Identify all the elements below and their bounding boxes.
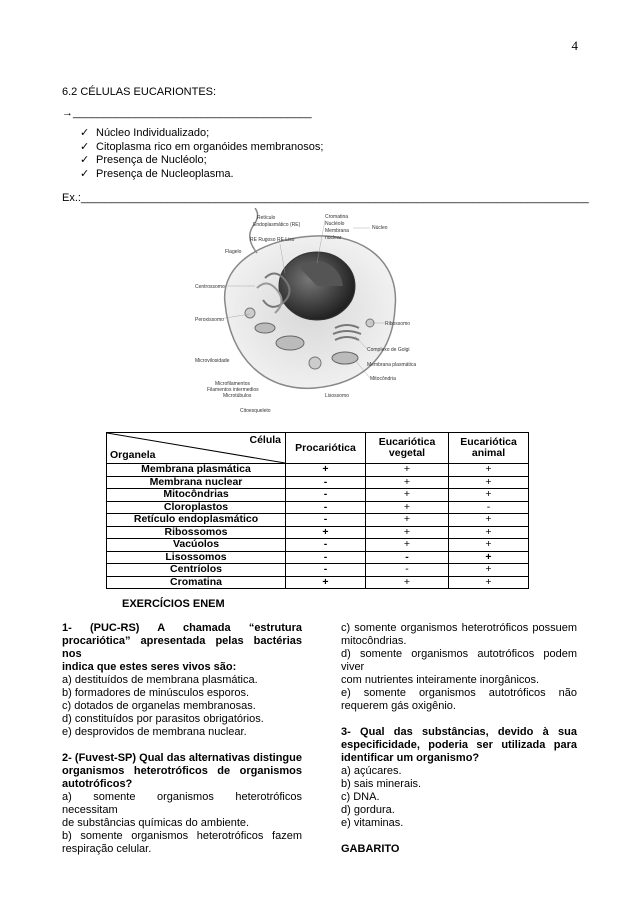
cell-value: - <box>449 501 529 514</box>
organelle-name: Cromatina <box>107 576 286 589</box>
label-lisossomo: Lisossomo <box>325 393 349 399</box>
gabarito-heading: GABARITO <box>341 843 400 855</box>
organelle-name: Vacúolos <box>107 539 286 552</box>
page-number: 4 <box>571 38 578 53</box>
label-re-rugoso-liso: RE Rugoso RE Liso <box>250 237 295 243</box>
label-centrossomo: Centrossomo <box>195 284 225 290</box>
table-row <box>107 551 529 564</box>
label-microtubulos: Microtúbulos <box>223 393 252 399</box>
cell-value: - <box>286 489 366 502</box>
cell-value: + <box>366 576 449 589</box>
q1-option: d) constituídos por parasitos obrigatórios. <box>62 713 264 725</box>
table-row <box>107 514 529 527</box>
organelle-name: Centríolos <box>107 564 286 577</box>
table-row <box>107 539 529 552</box>
check-icon: ✓ <box>80 127 90 139</box>
q2-option: e) somente organismos autotróficos não <box>341 687 577 699</box>
cell-value: + <box>286 526 366 539</box>
q2-stem: organismos heterotróficos de organismos <box>62 765 302 777</box>
label-membrana: Membrana <box>325 228 349 234</box>
q1-stem: 1- (PUC-RS) A chamada “estrutura <box>62 622 302 634</box>
cell-value: - <box>286 501 366 514</box>
checklist-item: ✓ Núcleo Individualizado; <box>80 127 210 139</box>
column-header: Eucariótica animal <box>449 433 529 464</box>
cell-value: + <box>449 489 529 502</box>
table-row <box>107 564 529 577</box>
organelle-name: Membrana nuclear <box>107 476 286 489</box>
cell-value: + <box>366 476 449 489</box>
cell-value: + <box>449 526 529 539</box>
cell-value: + <box>449 476 529 489</box>
table-row <box>107 489 529 502</box>
q3-option: e) vitaminas. <box>341 817 404 829</box>
q2-option: c) somente organismos heterotróficos possuem <box>341 622 577 634</box>
checklist-item: ✓ Citoplasma rico em organóides membranosos; <box>80 140 324 153</box>
organelle-name: Mitocôndrias <box>107 489 286 502</box>
label-mitocondria: Mitocôndria <box>370 376 396 382</box>
label-filamentos: Filamentos intermedios <box>207 387 259 393</box>
cell-value: + <box>286 464 366 477</box>
q1-stem: procariótica” apresentada pelas bactérias nos <box>62 635 302 660</box>
q1-stem: indica que estes seres vivos são: <box>62 661 237 673</box>
q2-option: mitocôndrias. <box>341 635 407 647</box>
column-header: Eucariótica vegetal <box>366 433 449 464</box>
exercises-title: EXERCÍCIOS ENEM <box>122 598 225 610</box>
organelle-name: Ribossomos <box>107 526 286 539</box>
label-golgi: Complexo de Golgi <box>367 347 410 353</box>
q2-stem: autotróficos? <box>62 778 133 790</box>
q3-stem: 3- Qual das substâncias, devido à sua <box>341 726 577 738</box>
example-blank-line: Ex.:___________________________________________________________________________________ <box>62 192 589 204</box>
organelle-name: Lisossomos <box>107 551 286 564</box>
q2-option: requerem gás oxigênio. <box>341 700 456 712</box>
cell-value: - <box>286 564 366 577</box>
q2-option: de substâncias químicas do ambiente. <box>62 817 250 829</box>
label-cromatina: Cromatina <box>325 214 349 220</box>
label-microfilamentos: Microfilamentos <box>215 381 251 387</box>
check-icon: ✓ <box>80 154 90 166</box>
label-ribossomo: Ribossomo <box>385 321 411 327</box>
q3-stem: especificidade, poderia ser utilizada para <box>341 739 577 751</box>
cell-value: - <box>286 514 366 527</box>
cell-value: + <box>366 464 449 477</box>
cell-value: - <box>366 551 449 564</box>
q3-stem: identificar um organismo? <box>341 752 480 764</box>
organelle-name: Membrana plasmática <box>107 464 286 477</box>
left-column <box>62 622 302 856</box>
q1-option: e) desprovidos de membrana nuclear. <box>62 726 247 738</box>
checklist-item: ✓ Presença de Nucleoplasma. <box>80 167 234 180</box>
label-nucleolo: Nucléolo <box>325 221 345 227</box>
column-header: Procariótica <box>286 433 366 464</box>
cell-value: - <box>286 476 366 489</box>
q2-option: respiração celular. <box>62 843 152 855</box>
organelle-name: Cloroplastos <box>107 501 286 514</box>
label-nucleo: Núcleo <box>372 225 388 231</box>
label-endoplasmatico: Endoplasmático (RE) <box>253 222 301 228</box>
q2-option: d) somente organismos autotróficos podem viver <box>341 648 577 673</box>
table-row <box>107 526 529 539</box>
cell-value: + <box>366 514 449 527</box>
q3-option: d) gordura. <box>341 804 395 816</box>
table-row <box>107 501 529 514</box>
organelle-comparison-table <box>106 432 529 589</box>
q1-option: a) destituídos de membrana plasmática. <box>62 674 258 686</box>
q2-option: b) somente organismos heterotróficos fazem <box>62 830 302 842</box>
cell-value: + <box>366 501 449 514</box>
label-citoesqueleto: Citoesqueleto <box>240 408 271 414</box>
label-microvilosidade: Microvilosidade <box>195 358 230 364</box>
cell-value: + <box>449 576 529 589</box>
corner-label-celula: Célula <box>249 434 281 446</box>
q1-option: b) formadores de minúsculos esporos. <box>62 687 250 699</box>
table-row <box>107 476 529 489</box>
check-icon: ✓ <box>80 167 90 180</box>
cell-value: - <box>286 539 366 552</box>
cell-value: - <box>286 551 366 564</box>
q3-option: b) sais minerais. <box>341 778 422 790</box>
table-row <box>107 464 529 477</box>
cell-value: + <box>449 514 529 527</box>
label-flagelo: Flagelo <box>225 249 242 255</box>
arrow-blank-line: →_______________________________________ <box>62 107 312 119</box>
label-reticulo: Retículo <box>257 215 276 221</box>
cell-value: + <box>449 551 529 564</box>
cell-value: + <box>449 564 529 577</box>
eukaryote-checklist <box>80 127 323 181</box>
q3-option: a) açúcares. <box>341 765 402 777</box>
organelle-name: Retículo endoplasmático <box>107 514 286 527</box>
label-nuclear: nuclear <box>325 235 342 241</box>
corner-label-organela: Organela <box>110 449 156 461</box>
animal-cell-illustration <box>195 208 435 416</box>
cell-value: + <box>366 539 449 552</box>
cell-value: + <box>366 526 449 539</box>
checklist-item: ✓ Presença de Nucléolo; <box>80 154 207 166</box>
right-column <box>341 622 577 856</box>
q2-option: com nutrientes inteiramente inorgânicos. <box>341 674 540 686</box>
q1-option: c) dotados de organelas membranosas. <box>62 700 256 712</box>
label-peroxissomo: Peroxissomo <box>195 317 224 323</box>
cell-value: + <box>449 464 529 477</box>
q2-option: a) somente organismos heterotróficos necessitam <box>62 791 302 816</box>
check-icon: ✓ <box>80 140 90 153</box>
table-corner-header <box>107 433 286 464</box>
label-membrana-plasmatica: Membrana plasmática <box>367 362 417 368</box>
cell-value: + <box>366 489 449 502</box>
cell-value: - <box>366 564 449 577</box>
table-row <box>107 576 529 589</box>
section-heading: 6.2 CÉLULAS EUCARIONTES: <box>62 86 217 98</box>
cell-value: + <box>449 539 529 552</box>
q2-stem: 2- (Fuvest-SP) Qual das alternativas distingue <box>62 752 302 764</box>
q3-option: c) DNA. <box>341 791 380 803</box>
cell-value: + <box>286 576 366 589</box>
